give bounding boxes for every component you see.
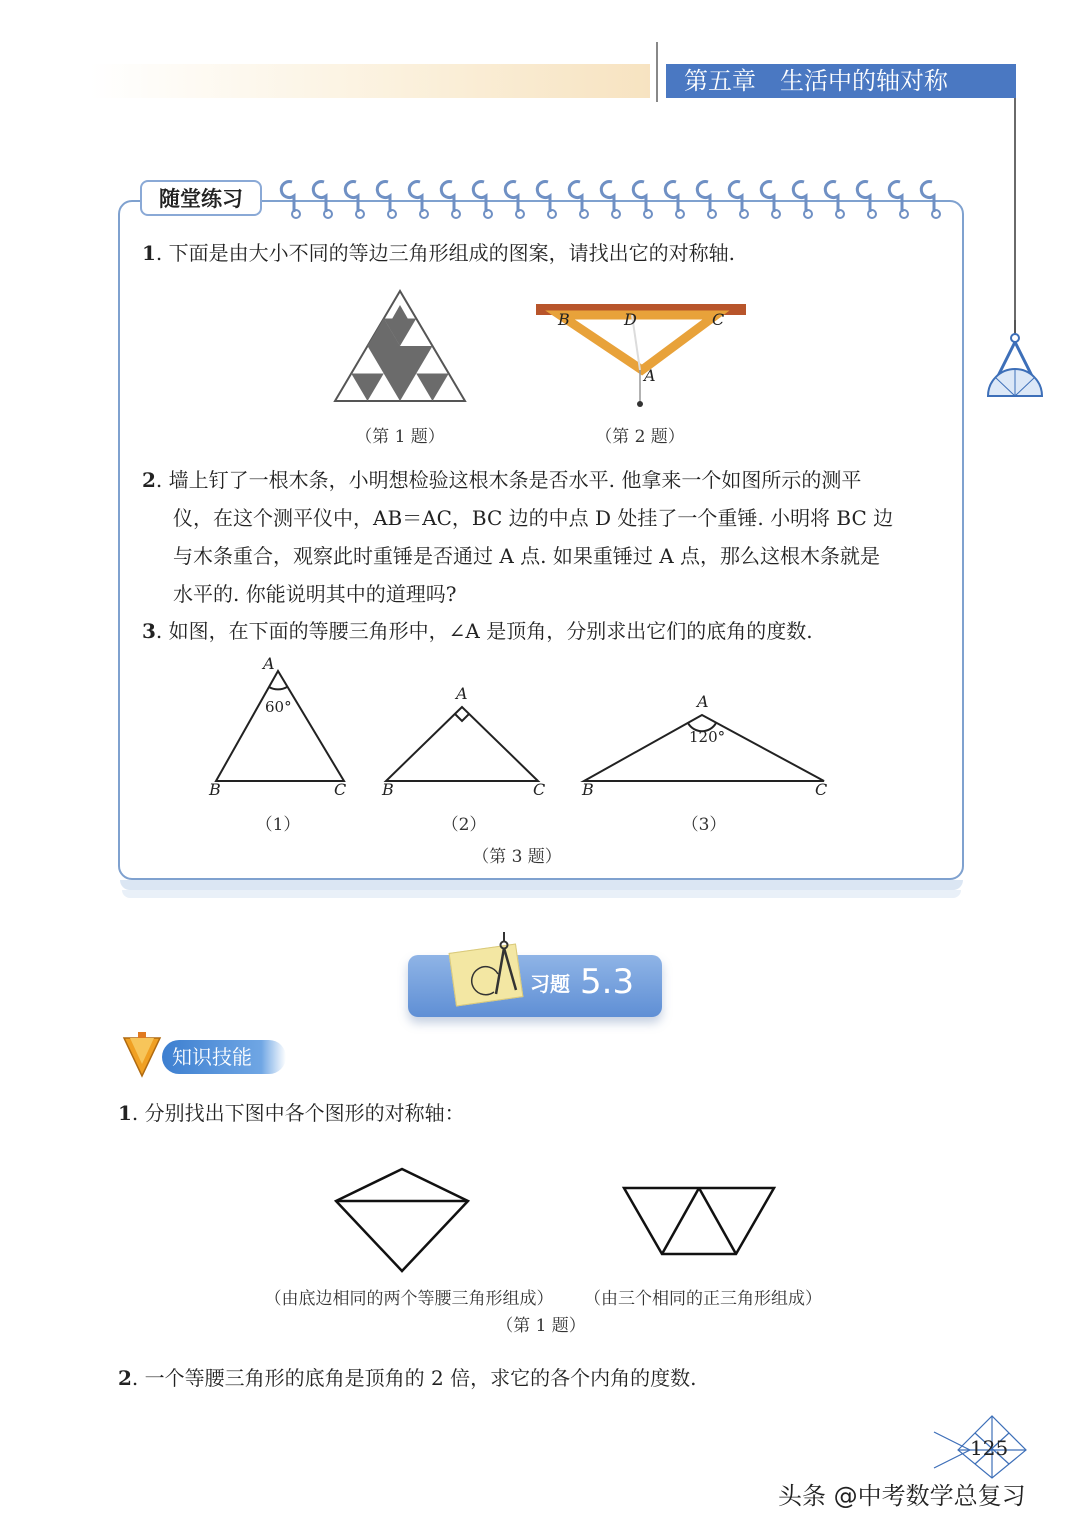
exercise-q2: 2. 一个等腰三角形的底角是顶角的 2 倍，求它的各个内角的度数. — [118, 1366, 697, 1390]
fig3-caption: （第 3 题） — [472, 847, 562, 867]
notebook-shadow — [120, 880, 963, 890]
spiral-ring — [633, 182, 646, 212]
triangle-3 — [584, 715, 824, 781]
compass-icon — [984, 320, 1046, 402]
t3-label-B: B — [582, 780, 594, 799]
q3-triangles — [200, 655, 840, 795]
t1-label-B: B — [209, 780, 221, 799]
header-band — [90, 64, 650, 98]
practice-q3: 3. 如图，在下面的等腰三角形中，∠A 是顶角，分别求出它们的底角的度数. — [142, 619, 813, 643]
kite-figure — [330, 1165, 480, 1277]
trapezoid-figure — [618, 1182, 780, 1258]
spiral-hole — [580, 210, 588, 218]
fig1-caption: （第 1 题） — [355, 427, 445, 447]
spiral-hole — [772, 210, 780, 218]
triangle-1 — [216, 671, 344, 781]
spiral-hole — [708, 210, 716, 218]
spiral-hole — [548, 210, 556, 218]
practice-q2: 2. 墙上钉了一根木条，小明想检验这根木条是否水平. 他拿来一个如图所示的测平 仪，在这个测平仪中，AB＝AC，BC 边的中点 D 处挂了一个重锤. 小明将 BC 边 与木条重合，观察此时重锤是否通过 A 点. 如果重锤过 A 点，那么这根木条就是 水平的. 你能说明其中的道理吗? — [142, 468, 894, 606]
spiral-hole — [388, 210, 396, 218]
spiral-ring — [313, 182, 326, 212]
spiral-ring — [601, 182, 614, 212]
spiral-hole — [932, 210, 940, 218]
t2-label-C: C — [533, 780, 546, 799]
triangle-2 — [386, 707, 538, 781]
section-skills: 知识技能 — [162, 1040, 286, 1074]
watermark: 头条 @中考数学总复习 — [778, 1482, 1026, 1510]
spiral-hole — [868, 210, 876, 218]
spiral-ring — [761, 182, 774, 212]
spiral-hole — [836, 210, 844, 218]
spiral-ring — [697, 182, 710, 212]
exercise-q1: 1. 分别找出下图中各个图形的对称轴： — [118, 1101, 465, 1125]
fig-caption: （第 1 题） — [496, 1316, 586, 1336]
t3-label-A: A — [697, 692, 709, 711]
spiral-hole — [420, 210, 428, 218]
spiral-ring — [857, 182, 870, 212]
chapter-title: 第五章 生活中的轴对称 — [666, 64, 1016, 98]
spiral-hole — [292, 210, 300, 218]
notebook-shadow — [122, 890, 961, 898]
fig2-caption: （第 2 题） — [595, 427, 685, 447]
page-number: 125 — [970, 1436, 1009, 1460]
spiral-ring — [793, 182, 806, 212]
spiral-hole — [900, 210, 908, 218]
t3-angle: 120° — [689, 728, 726, 746]
spiral-ring — [505, 182, 518, 212]
spiral-ring — [441, 182, 454, 212]
spiral-ring — [377, 182, 390, 212]
pencil-icon — [122, 1030, 162, 1080]
t3-caption: （3） — [681, 815, 727, 835]
label-A: A — [644, 366, 656, 385]
spiral-ring — [537, 182, 550, 212]
t1-caption: （1） — [255, 815, 301, 835]
spiral-hole — [740, 210, 748, 218]
spiral-ring — [665, 182, 678, 212]
spiral-ring — [569, 182, 582, 212]
right-angle-mark — [455, 714, 469, 721]
t2-label-A: A — [456, 684, 468, 703]
angle-arc-1 — [269, 687, 287, 689]
t1-label-C: C — [334, 780, 347, 799]
spiral-hole — [804, 210, 812, 218]
spiral-ring — [729, 182, 742, 212]
spiral-ring — [921, 182, 934, 212]
t2-caption: （2） — [441, 815, 487, 835]
spiral-binding — [270, 176, 950, 222]
spiral-hole — [676, 210, 684, 218]
spiral-ring — [825, 182, 838, 212]
t1-label-A: A — [263, 654, 275, 673]
sierpinski-figure — [330, 288, 470, 406]
spiral-hole — [452, 210, 460, 218]
exercise-label: 习题 — [530, 972, 570, 996]
spiral-ring — [281, 182, 294, 212]
t2-label-B: B — [382, 780, 394, 799]
t1-angle: 60° — [265, 698, 292, 716]
label-B: B — [558, 310, 570, 329]
fig-caption-left: （由底边相同的两个等腰三角形组成） — [264, 1289, 554, 1309]
spiral-ring — [409, 182, 422, 212]
label-C: C — [712, 310, 725, 329]
spiral-ring — [345, 182, 358, 212]
spiral-hole — [356, 210, 364, 218]
practice-q1: 1. 下面是由大小不同的等边三角形组成的图案，请找出它的对称轴. — [142, 241, 735, 265]
practice-tag: 随堂练习 — [140, 180, 262, 216]
spiral-hole — [644, 210, 652, 218]
spiral-ring — [473, 182, 486, 212]
spiral-hole — [516, 210, 524, 218]
label-D: D — [624, 310, 637, 329]
spiral-hole — [484, 210, 492, 218]
header-divider — [656, 42, 658, 102]
margin-line — [1014, 98, 1016, 320]
spiral-ring — [889, 182, 902, 212]
fig-caption-right: （由三个相同的正三角形组成） — [584, 1289, 822, 1309]
spiral-hole — [324, 210, 332, 218]
t3-label-C: C — [815, 780, 828, 799]
spiral-hole — [612, 210, 620, 218]
compass-icon — [470, 930, 526, 1002]
exercise-number: 5.3 — [580, 962, 635, 1002]
